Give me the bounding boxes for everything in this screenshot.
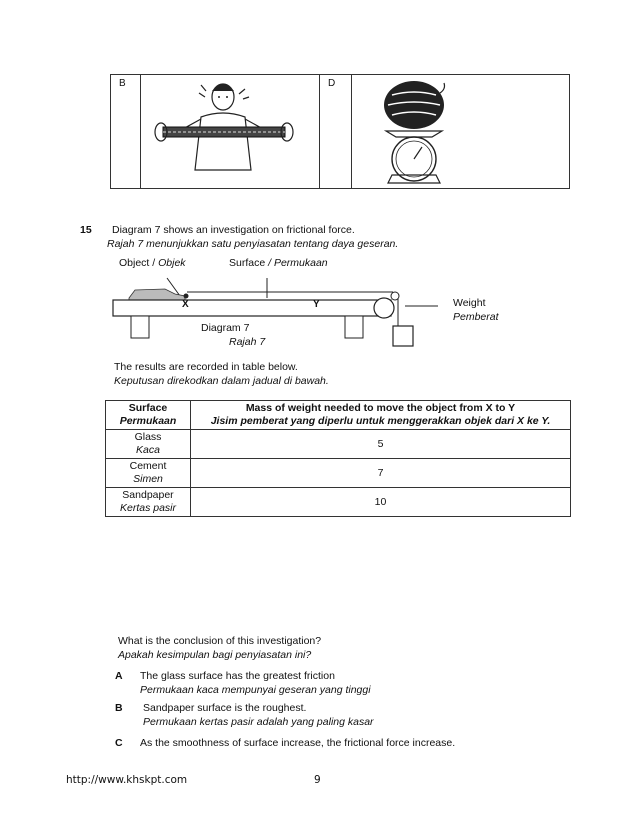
question-number: 15 [80,224,92,236]
label-b: B [119,78,126,89]
table-row [106,488,571,517]
option-b-en: Sandpaper surface is the roughest. [143,702,307,714]
header-surface [106,401,191,430]
weight-label-en: Weight [453,297,486,309]
header-surface-en: Surface [128,402,168,414]
results-intro-en: The results are recorded in table below. [114,361,298,373]
row-surface-ms: Simen [133,473,163,485]
option-b-ms: Permukaan kertas pasir adalah yang paling kasar [143,716,374,728]
row-value: 5 [191,430,571,459]
diagram-caption-ms: Rajah 7 [229,336,266,348]
pulley [374,298,394,318]
object-label-ms: Objek [158,257,186,269]
header-surface-ms: Permukaan [119,415,177,427]
point-x-label: X [182,299,189,310]
header-mass-en: Mass of weight needed to move the object from X to Y [245,402,516,414]
row-surface-en: Glass [134,431,162,443]
watermelon-on-scale-illustration [352,75,569,188]
table-leg-left [131,316,149,338]
table-header-row [106,401,571,430]
board [113,300,391,316]
cell-image-d [352,75,569,188]
table-leg-right [345,316,363,338]
row-surface-ms: Kaca [136,444,160,456]
question-stem-en: Diagram 7 shows an investigation on frictional force. [112,224,355,236]
object-label-en: Object / [119,257,156,269]
cell-image-b [141,75,320,188]
weight-label-ms: Pemberat [453,311,499,323]
footer-url: http://www.khskpt.com [66,774,188,786]
row-surface [106,488,191,517]
point-y-label: Y [313,299,320,310]
label-d: D [328,78,336,89]
diagram-caption-en: Diagram 7 [201,322,250,334]
results-table [105,400,571,517]
table-row [106,430,571,459]
surface-label-ms: / Permukaan [268,257,328,269]
results-intro-ms: Keputusan direkodkan dalam jadual di bawah. [114,375,329,387]
cell-label-d [320,75,352,188]
header-mass-ms: Jisim pemberat yang diperlu untuk menggerakkan objek dari X ke Y. [210,415,551,427]
boy-bending-ruler-illustration [141,75,319,188]
table-row [106,459,571,488]
row-value: 7 [191,459,571,488]
friction-apparatus-diagram [105,268,445,348]
option-a-letter: A [115,670,123,682]
row-value: 10 [191,488,571,517]
prompt-ms: Apakah kesimpulan bagi penyiasatan ini? [118,649,312,661]
option-b-letter: B [115,702,123,714]
row-surface [106,430,191,459]
row-surface-en: Sandpaper [122,489,174,501]
cell-label-b [111,75,141,188]
surface-label-en: Surface [229,257,266,269]
row-surface [106,459,191,488]
option-c-en: As the smoothness of surface increase, the frictional force increase. [140,737,456,749]
prompt-en: What is the conclusion of this investigation? [118,635,322,647]
image-table [110,74,570,189]
hook-dot [184,294,189,299]
header-mass [191,401,571,430]
page-number: 9 [314,774,321,786]
weight-block [393,326,413,346]
option-c-letter: C [115,737,123,749]
row-surface-ms: Kertas pasir [119,502,177,514]
row-surface-en: Cement [129,460,167,472]
option-a-ms: Permukaan kaca mempunyai geseran yang tinggi [140,684,371,696]
option-a-en: The glass surface has the greatest friction [140,670,335,682]
question-stem-ms: Rajah 7 menunjukkan satu penyiasatan tentang daya geseran. [107,238,399,250]
